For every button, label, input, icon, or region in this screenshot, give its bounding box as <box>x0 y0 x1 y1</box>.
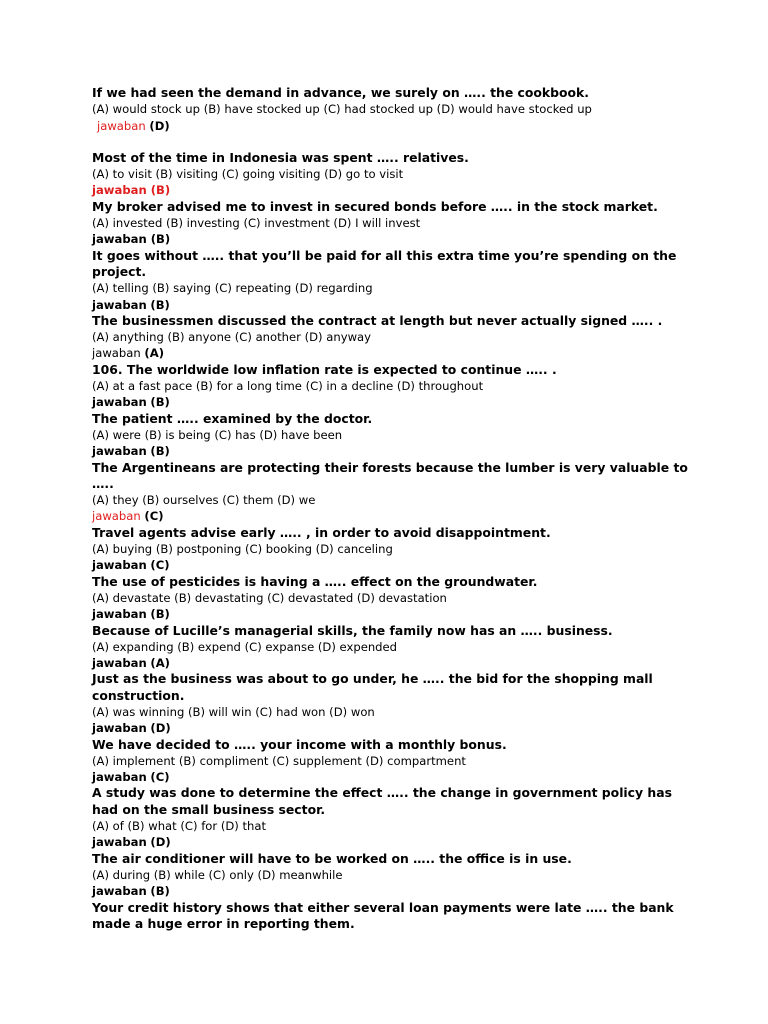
answer-options: (A) devastate (B) devastating (C) devastated (D) devastation <box>92 590 447 605</box>
answer-label: jawaban <box>92 835 147 850</box>
answer-key <box>92 769 692 785</box>
question-block <box>92 199 692 248</box>
question-block <box>92 623 692 672</box>
answer-options: (A) anything (B) anyone (C) another (D) anyway <box>92 330 372 345</box>
answer-key <box>92 345 692 361</box>
question-block <box>92 460 692 525</box>
answer-letter: (B) <box>150 884 170 899</box>
answer-letter: (C) <box>150 770 170 785</box>
question-text: Most of the time in Indonesia was spent ….. relatives. <box>92 149 469 165</box>
answer-label: jawaban <box>92 346 141 361</box>
question-block <box>92 574 692 623</box>
question-block <box>92 362 692 411</box>
answer-letter: (A) <box>150 656 170 671</box>
question-block <box>92 411 692 460</box>
answer-options: (A) during (B) while (C) only (D) meanwhile <box>92 867 343 882</box>
answer-key <box>92 231 692 247</box>
answer-options: (A) were (B) is being (C) has (D) have been <box>92 427 343 442</box>
answer-key <box>92 508 692 524</box>
answer-label: jawaban <box>92 444 147 459</box>
question-text: The patient ….. examined by the doctor. <box>92 410 373 426</box>
question-text: A study was done to determine the effect ….. the change in government policy has had on the small business sector. <box>92 785 672 817</box>
answer-options: (A) telling (B) saying (C) repeating (D) regarding <box>92 281 373 296</box>
answer-key <box>92 182 692 198</box>
answer-key <box>92 118 692 134</box>
answer-options: (A) implement (B) compliment (C) supplement (D) compartment <box>92 753 466 768</box>
question-block <box>92 313 692 362</box>
answer-letter: (B) <box>150 444 170 459</box>
answer-options: (A) would stock up (B) have stocked up (C) had stocked up (D) would have stocked up <box>92 102 592 117</box>
answer-key <box>92 443 692 459</box>
question-block <box>92 737 692 786</box>
answer-options: (A) buying (B) postponing (C) booking (D) canceling <box>92 542 393 557</box>
question-block <box>92 671 692 736</box>
question-text: Your credit history shows that either several loan payments were late ….. the bank made a huge error in reporting them. <box>92 899 674 931</box>
answer-key <box>92 606 692 622</box>
answer-options: (A) at a fast pace (B) for a long time (C) in a decline (D) throughout <box>92 379 484 394</box>
answer-label: jawaban <box>92 607 147 622</box>
question-text: Travel agents advise early ….. , in order to avoid disappointment. <box>92 524 551 540</box>
answer-options: (A) to visit (B) visiting (C) going visiting (D) go to visit <box>92 167 404 182</box>
answer-label: jawaban <box>92 395 147 410</box>
answer-label: jawaban <box>92 558 147 573</box>
answer-label: jawaban <box>92 656 147 671</box>
answer-key <box>92 557 692 573</box>
answer-label: jawaban <box>92 884 147 899</box>
question-text: Just as the business was about to go under, he ….. the bid for the shopping mall construction. <box>92 671 653 703</box>
answer-letter: (A) <box>144 346 164 361</box>
question-text: 106. The worldwide low inflation rate is expected to continue ….. . <box>92 361 557 377</box>
answer-key <box>92 834 692 850</box>
answer-label: jawaban <box>92 770 147 785</box>
question-text: My broker advised me to invest in secured bonds before ….. in the stock market. <box>92 198 658 214</box>
answer-label: jawaban <box>97 118 146 133</box>
question-text: We have decided to ….. your income with a monthly bonus. <box>92 736 507 752</box>
question-block <box>92 900 692 933</box>
answer-letter: (B) <box>146 183 171 198</box>
answer-letter: (C) <box>144 509 164 524</box>
answer-label: jawaban <box>92 509 141 524</box>
answer-options: (A) was winning (B) will win (C) had won (D) won <box>92 704 375 719</box>
answer-label: jawaban <box>92 721 147 736</box>
question-block <box>92 150 692 199</box>
spacer <box>92 134 692 150</box>
question-text: The Argentineans are protecting their forests because the lumber is very valuable to ….. <box>92 459 688 491</box>
answer-letter: (D) <box>150 835 171 850</box>
question-block <box>92 851 692 900</box>
answer-options: (A) invested (B) investing (C) investment (D) I will invest <box>92 216 421 231</box>
answer-label: jawaban <box>92 297 147 312</box>
answer-letter: (B) <box>150 297 170 312</box>
document-body <box>92 85 692 932</box>
question-text: If we had seen the demand in advance, we surely on ….. the cookbook. <box>92 85 590 100</box>
answer-options: (A) they (B) ourselves (C) them (D) we <box>92 493 316 508</box>
answer-letter: (B) <box>150 607 170 622</box>
question-text: The businessmen discussed the contract at length but never actually signed ….. . <box>92 312 663 328</box>
answer-letter: (D) <box>149 118 170 133</box>
question-block <box>92 85 692 134</box>
answer-label: jawaban <box>92 232 147 247</box>
question-text: The use of pesticides is having a ….. effect on the groundwater. <box>92 573 538 589</box>
answer-key <box>92 394 692 410</box>
question-block <box>92 525 692 574</box>
question-text: Because of Lucille’s managerial skills, the family now has an ….. business. <box>92 622 613 638</box>
answer-letter: (D) <box>150 721 171 736</box>
answer-key <box>92 883 692 899</box>
answer-key <box>92 720 692 736</box>
question-text: The air conditioner will have to be worked on ….. the office is in use. <box>92 850 572 866</box>
question-block <box>92 785 692 850</box>
answer-options: (A) expanding (B) expend (C) expanse (D) expended <box>92 639 398 654</box>
answer-options: (A) of (B) what (C) for (D) that <box>92 819 267 834</box>
answer-letter: (B) <box>146 232 171 247</box>
answer-label: jawaban <box>92 183 147 198</box>
answer-key <box>92 297 692 313</box>
question-text: It goes without ….. that you’ll be paid for all this extra time you’re spending on the project. <box>92 247 677 279</box>
question-block <box>92 248 692 313</box>
answer-key <box>92 655 692 671</box>
answer-letter: (B) <box>150 395 170 410</box>
answer-letter: (C) <box>150 558 170 573</box>
